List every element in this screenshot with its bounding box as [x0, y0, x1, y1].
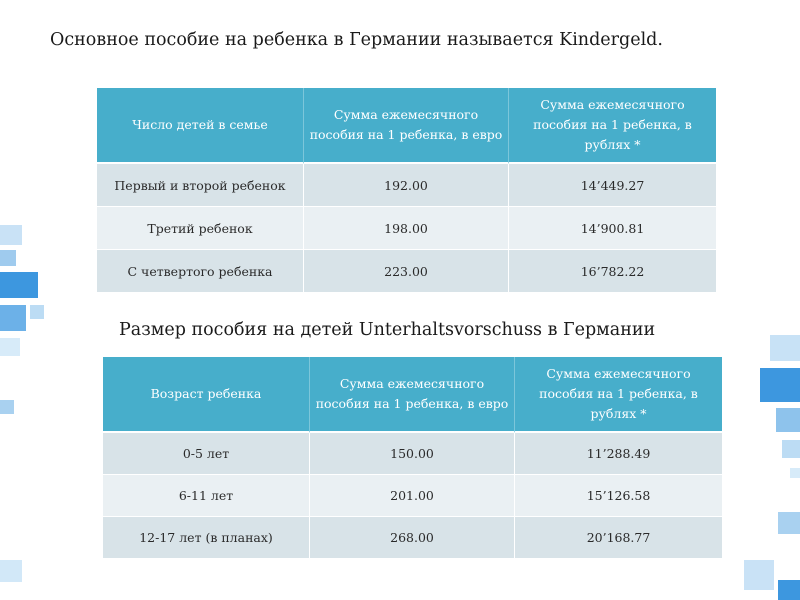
cell-amount-eur: 198.00 — [304, 207, 509, 250]
table-header-row — [103, 357, 722, 433]
table-row — [97, 207, 716, 250]
column-header-amount-rub: Сумма ежемесячного пособия на 1 ребенка, в рублях * — [509, 88, 716, 164]
table-header-row — [97, 88, 716, 164]
cell-amount-rub: 20’168.77 — [515, 517, 722, 559]
cell-amount-rub: 14’449.27 — [509, 164, 716, 207]
cell-amount-eur: 192.00 — [304, 164, 509, 207]
column-header-amount-eur: Сумма ежемесячного пособия на 1 ребенка, в евро — [310, 357, 515, 433]
cell-age: 0-5 лет — [103, 433, 310, 475]
unterhaltsvorschuss-table — [103, 357, 722, 559]
kindergeld-table — [97, 88, 716, 293]
table-row — [103, 517, 722, 559]
cell-amount-rub: 14’900.81 — [509, 207, 716, 250]
cell-amount-eur: 201.00 — [310, 475, 515, 517]
cell-age: 6-11 лет — [103, 475, 310, 517]
section-title: Размер пособия на детей Unterhaltsvorschuss в Германии — [119, 320, 656, 340]
column-header-child-age: Возраст ребенка — [103, 357, 310, 433]
cell-amount-rub: 11’288.49 — [515, 433, 722, 475]
cell-category: Первый и второй ребенок — [97, 164, 304, 207]
cell-amount-rub: 15’126.58 — [515, 475, 722, 517]
cell-category: С четвертого ребенка — [97, 250, 304, 293]
column-header-amount-eur: Сумма ежемесячного пособия на 1 ребенка, в евро — [304, 88, 509, 164]
cell-amount-eur: 150.00 — [310, 433, 515, 475]
cell-category: Третий ребенок — [97, 207, 304, 250]
cell-amount-rub: 16’782.22 — [509, 250, 716, 293]
cell-amount-eur: 223.00 — [304, 250, 509, 293]
cell-amount-eur: 268.00 — [310, 517, 515, 559]
table-row — [103, 433, 722, 475]
cell-age: 12-17 лет (в планах) — [103, 517, 310, 559]
page-title: Основное пособие на ребенка в Германии называется Kindergeld. — [50, 30, 663, 50]
table-row — [97, 164, 716, 207]
table-row — [103, 475, 722, 517]
column-header-amount-rub: Сумма ежемесячного пособия на 1 ребенка, в рублях * — [515, 357, 722, 433]
column-header-children-count: Число детей в семье — [97, 88, 304, 164]
table-row — [97, 250, 716, 293]
